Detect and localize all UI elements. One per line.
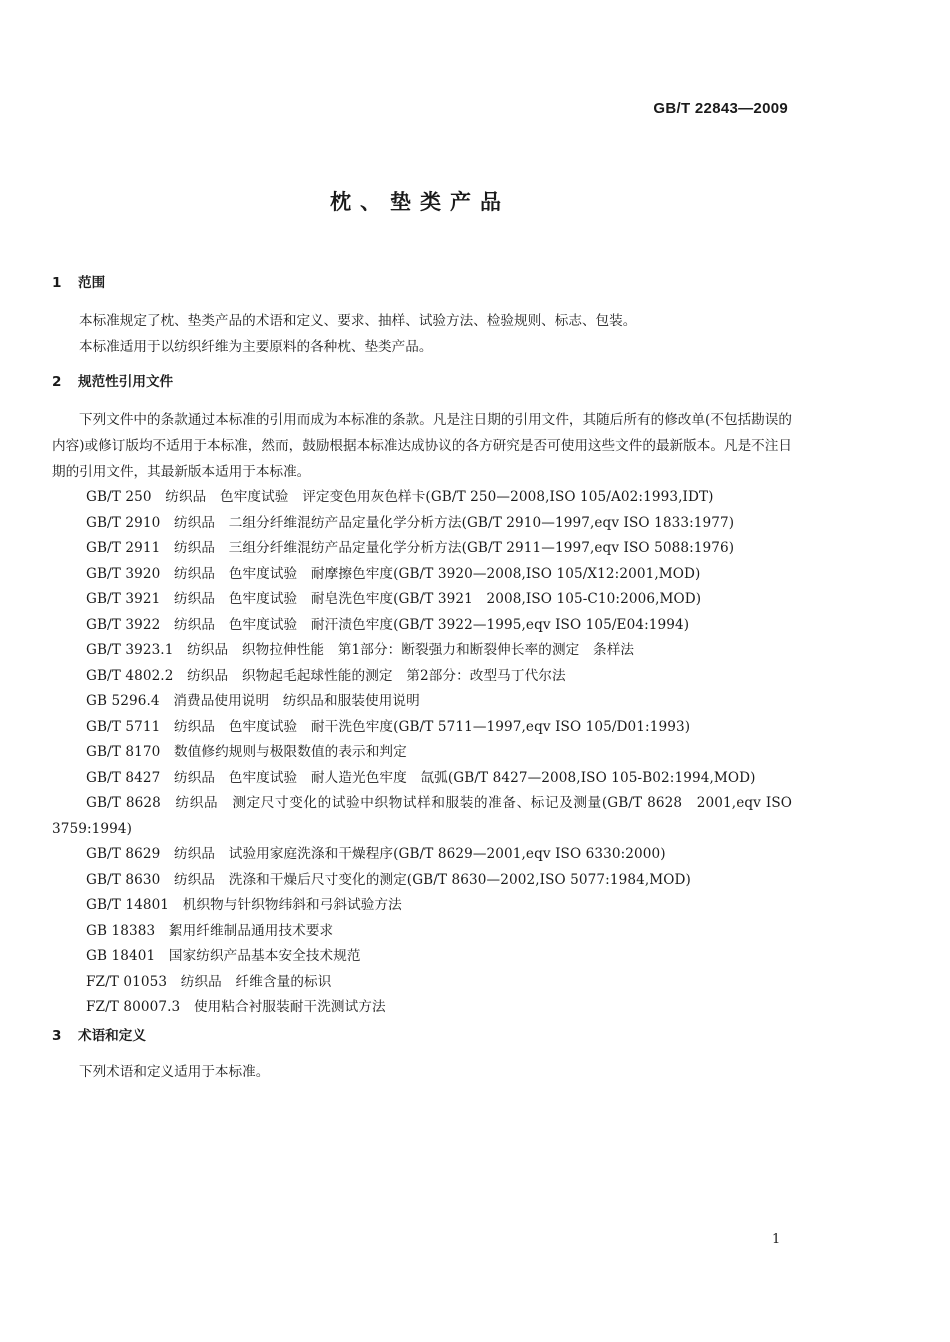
references-intro: 下列文件中的条款通过本标准的引用而成为本标准的条款。凡是注日期的引用文件，其随后所有的修改单(不包括勘误的内容)或修订版均不适用于本标准，然而，鼓励根据本标准达成协议的各方研究是否可使用这些文件的最新版本。凡是不注日期的引用文件，其最新版本适用于本标准。 (52, 412, 792, 480)
section-title: 术语和定义 (78, 1027, 146, 1044)
reference-item: FZ/T 80007.3 使用粘合衬服装耐干洗测试方法 (86, 999, 386, 1015)
scope-paragraph: 本标准规定了枕、垫类产品的术语和定义、要求、抽样、试验方法、检验规则、标志、包装。 (79, 313, 637, 329)
reference-item: GB/T 8170 数值修约规则与极限数值的表示和判定 (86, 744, 407, 760)
reference-item: FZ/T 01053 纺织品 纤维含量的标识 (86, 973, 332, 990)
section-title: 规范性引用文件 (78, 374, 174, 390)
reference-item: GB/T 8629 纺织品 试验用家庭洗涤和干燥程序(GB/T 8629—2001,eqv ISO 6330:2000) (86, 846, 666, 862)
reference-item: GB/T 5711 纺织品 色牢度试验 耐干洗色牢度(GB/T 5711—1997,eqv ISO 105/D01:1993) (86, 718, 691, 735)
reference-item: GB/T 8630 纺织品 洗涤和干燥后尺寸变化的测定(GB/T 8630—2002,ISO 5077:1984,MOD) (86, 871, 691, 888)
section-3-heading (52, 1023, 792, 1049)
section-title: 范围 (78, 275, 106, 291)
section-1-heading (52, 270, 792, 296)
reference-item: GB 5296.4 消费品使用说明 纺织品和服装使用说明 (86, 693, 420, 709)
reference-item: GB/T 8628 纺织品 测定尺寸变化的试验中织物试样和服装的准备、标记及测量(GB/T 8628 2001,eqv ISO 3759:1994) (52, 795, 792, 837)
reference-item: GB/T 3922 纺织品 色牢度试验 耐汗渍色牢度(GB/T 3922—1995,eqv ISO 105/E04:1994) (86, 616, 690, 633)
reference-item: GB/T 250 纺织品 色牢度试验 评定变色用灰色样卡(GB/T 250—2008,ISO 105/A02:1993,IDT) (86, 489, 714, 505)
document-title: 枕、垫类产品 (330, 190, 510, 214)
reference-item: GB 18401 国家纺织产品基本安全技术规范 (86, 948, 361, 964)
reference-item: GB/T 3921 纺织品 色牢度试验 耐皂洗色牢度(GB/T 3921 2008,ISO 105-C10:2006,MOD) (86, 591, 702, 607)
scope-paragraph: 本标准适用于以纺织纤维为主要原料的各种枕、垫类产品。 (79, 339, 433, 355)
reference-item: GB/T 4802.2 纺织品 织物起毛起球性能的测定 第2部分：改型马丁代尔法 (86, 667, 566, 684)
reference-item: GB/T 3920 纺织品 色牢度试验 耐摩擦色牢度(GB/T 3920—2008,ISO 105/X12:2001,MOD) (86, 565, 701, 582)
section-number: 1 (52, 275, 62, 291)
section-number: 2 (52, 374, 62, 390)
reference-item: GB 18383 絮用纤维制品通用技术要求 (86, 922, 334, 939)
terms-intro: 下列术语和定义适用于本标准。 (79, 1063, 270, 1080)
reference-item: GB/T 2910 纺织品 二组分纤维混纺产品定量化学分析方法(GB/T 2910—1997,eqv ISO 1833:1977) (86, 514, 735, 531)
reference-item: GB/T 14801 机织物与针织物纬斜和弓斜试验方法 (86, 897, 402, 913)
reference-item: GB/T 2911 纺织品 三组分纤维混纺产品定量化学分析方法(GB/T 2911—1997,eqv ISO 5088:1976) (86, 540, 735, 556)
section-2-heading (52, 369, 792, 395)
page-number: 1 (772, 1232, 781, 1247)
standard-code: GB/T 22843—2009 (653, 100, 788, 117)
section-number: 3 (52, 1027, 62, 1044)
reference-item: GB/T 8427 纺织品 色牢度试验 耐人造光色牢度 氙弧(GB/T 8427—2008,ISO 105-B02:1994,MOD) (86, 769, 756, 786)
reference-item: GB/T 3923.1 纺织品 织物拉伸性能 第1部分：断裂强力和断裂伸长率的测定 条样法 (86, 642, 635, 658)
document-body (52, 270, 792, 1085)
